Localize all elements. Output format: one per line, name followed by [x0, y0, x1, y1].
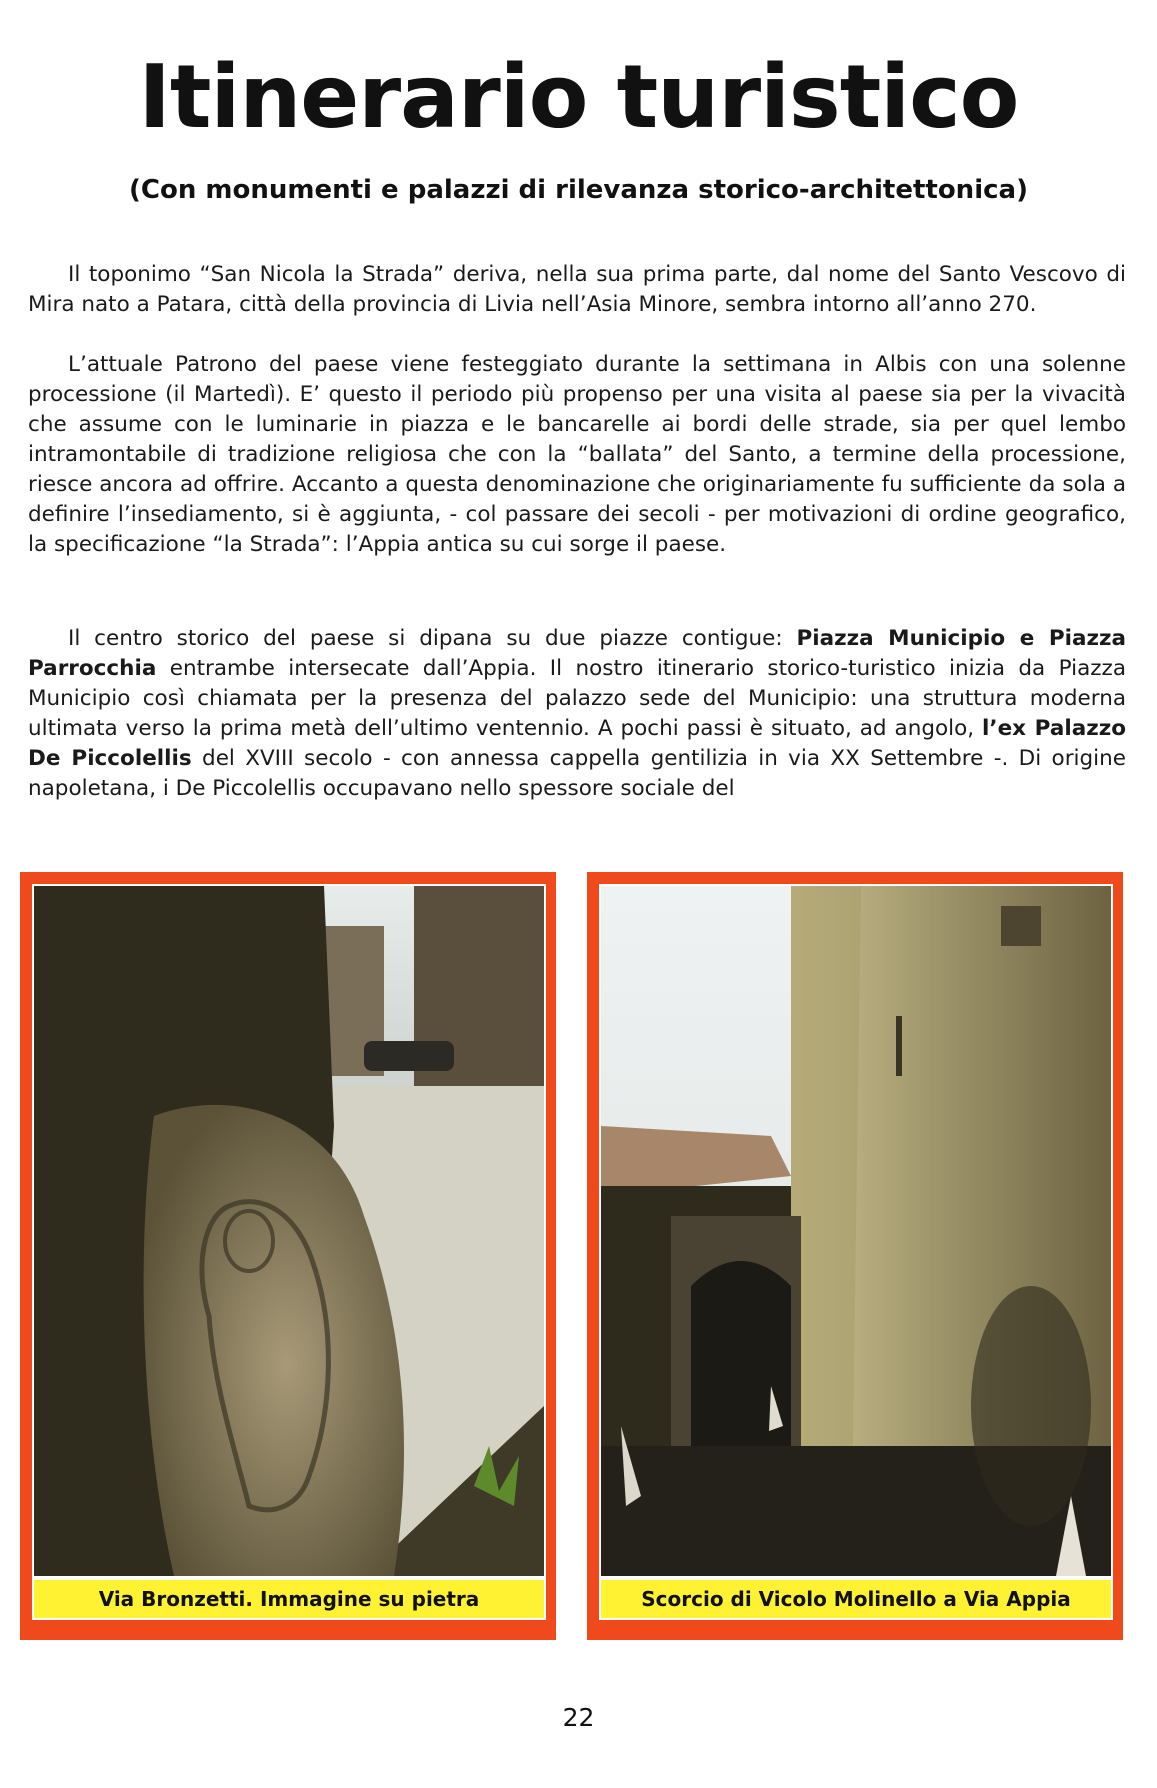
paragraph-3-bold-piazze: Piazza Municipio e Piazza Parrocchia — [28, 626, 1126, 681]
stone-relief-image — [34, 886, 544, 1576]
photo-vicolo-molinello — [599, 884, 1113, 1578]
figure-stone-relief — [20, 872, 556, 1640]
photo-stone-relief — [32, 884, 546, 1578]
paragraph-3-text-b: entrambe intersecate dall’Appia. Il nostro itinerario storico-turistico inizia da Piazza Municipio così chiamata per la presenza del palazzo sede del Municipio: una struttura moderna ultimata verso la prima metà dell’ultimo ventennio. A pochi passi è situato, ad angolo, — [28, 656, 1126, 741]
paragraph-1-text: Il toponimo “San Nicola la Strada” deriva, nella sua prima parte, dal nome del Santo Vescovo di Mira nato a Patara, città della provincia di Livia nell’Asia Minore, sembra intorno all’anno 270. — [28, 262, 1126, 317]
figure-caption-left: Via Bronzetti. Immagine su pietra — [32, 1578, 546, 1620]
paragraph-2-text: L’attuale Patrono del paese viene festeggiato durante la settimana in Albis con una solenne processione (il Martedì). E’ questo il periodo più propenso per una visita al paese sia per la vivacità che assume con le luminarie in piazza e le bancarelle ai bordi delle strade, sia per quel lembo intramontabile di tradizione religiosa che con la “ballata” del Santo, a termine della processione, riesce ancora ad offrire. Accanto a questa denominazione che originariamente fu sufficiente da sola a definire l’insediamento, si è aggiunta, - col passare dei secoli - per motivazioni di ordine geografico, la specificazione “la Strada”: l’Appia antica su cui sorge il paese. — [28, 352, 1126, 557]
paragraph-3-text-a: Il centro storico del paese si dipana su due piazze contigue: — [68, 626, 797, 651]
page-subtitle: (Con monumenti e palazzi di rilevanza storico-architettonica) — [129, 175, 1028, 205]
page-number: 22 — [562, 1703, 595, 1732]
vicolo-molinello-image — [601, 886, 1111, 1576]
paragraph-3-bold-palazzo: l’ex Palazzo De Piccolellis — [28, 716, 1126, 771]
figure-vicolo-molinello — [587, 872, 1123, 1640]
paragraph-3 — [28, 624, 1126, 804]
figure-caption-right: Scorcio di Vicolo Molinello a Via Appia — [599, 1578, 1113, 1620]
paragraph-3-text-c: del XVIII secolo - con annessa cappella gentilizia in via XX Settembre -. Di origine napoletana, i De Piccolellis occupavano nello spessore sociale del — [28, 746, 1126, 801]
paragraph-1 — [28, 260, 1126, 320]
page-title: Itinerario turistico — [138, 46, 1019, 148]
paragraph-2 — [28, 350, 1126, 560]
